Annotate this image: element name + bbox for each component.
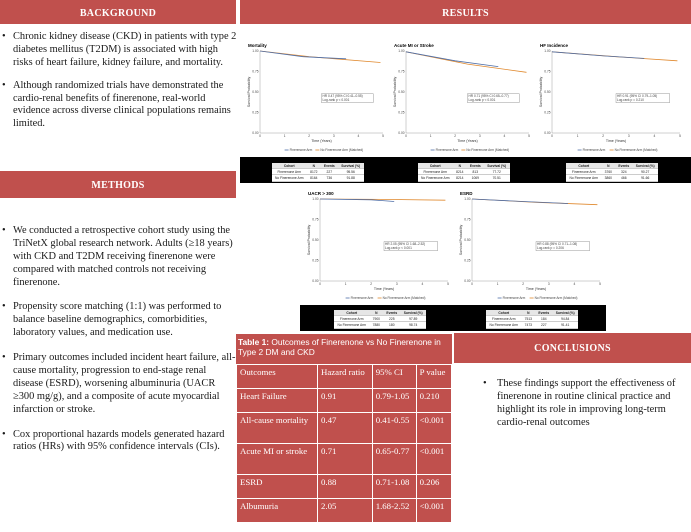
x-tick-label: 4 [653,134,656,138]
mini-header-cell: N [307,163,321,169]
km-chart [306,190,454,302]
mini-cell: 8214 [453,175,467,181]
legend-finerenone: Finerenone Arm [582,148,606,152]
x-tick-label: 4 [421,282,424,286]
results-banner: RESULTS [240,0,691,24]
mini-header-cell: N [370,310,384,316]
x-tick-label: 1 [576,134,579,138]
y-axis-label: Survival Probability [307,224,311,256]
mini-cell: 3860 [602,175,616,181]
x-tick-label: 1 [283,134,286,138]
mini-header-cell: Events [615,163,632,169]
table-cell: 0.71-1.08 [372,475,416,499]
km-chart-svg [246,42,389,154]
table-header-row [237,365,452,389]
legend-control: No Finerenone Arm (Matched) [614,148,658,152]
table-cell: 0.65-0.77 [372,444,416,475]
x-tick-label: 4 [573,282,576,286]
mini-cell: 225 [383,316,400,322]
x-axis-label: Time (Years) [605,139,627,143]
table-cell: 0.41-0.55 [372,413,416,444]
y-tick-label: 1.00 [398,49,405,53]
mini-header-cell: Cohort [486,310,522,316]
x-tick-label: 5 [528,134,530,138]
y-tick-label: 1.00 [464,197,471,201]
x-tick-label: 1 [496,282,499,286]
header-cell: Outcomes [237,365,318,389]
y-tick-label: 0.75 [252,69,259,74]
mini-header-cell: N [602,163,616,169]
mini-cell: 813 [467,169,484,175]
y-tick-label: 0.00 [398,131,405,135]
mini-cell: Finerenone Arm [566,169,602,175]
mini-header-cell: Cohort [418,163,454,169]
table-cell: 1.68-2.52 [372,499,416,523]
legend-finerenone: Finerenone Arm [350,296,374,300]
mini-cell: 8164 [307,175,321,181]
x-tick-label: 4 [503,134,506,138]
y-tick-label: 0.25 [398,110,405,115]
legend-control: No Finerenone Arm (Matched) [382,296,426,300]
chart-title: ESRD [460,191,473,196]
mini-cell: 91.66 [632,175,658,181]
x-axis-label: Time (Years) [525,287,547,291]
mini-header-cell: Events [535,310,552,316]
mini-cell: 7900 [370,316,384,322]
y-axis-label: Survival Probability [247,76,251,108]
mini-cell: 97.89 [400,316,426,322]
table-1-caption [236,334,452,364]
chart-title: HF Incidence [540,43,569,48]
x-tick-label: 1 [429,134,432,138]
background-bullet: • Chronic kidney disease (CKD) in patients with type 2 diabetes mellitus (T2DM) is associated with high risks of heart failure, kidney failure, and mortality. [2,31,238,70]
methods-bullet: • Cox proportional hazards models generated hazard ratios (HRs) with 95% confidence intervals (CIs). [2,429,238,455]
y-tick-label: 0.00 [312,279,319,283]
mini-cell: 7880 [370,322,384,328]
km-chart [458,190,606,302]
p-text: Log-rank p < 0.001 [468,98,496,103]
km-mini-table [418,163,510,182]
hr-text: HR 0.71 (95% CI 0.65–0.77) [468,94,509,99]
x-tick-label: 0 [405,134,407,138]
table-1 [236,334,452,523]
hr-text: HR 2.05 (95% CI 1.68–2.52) [385,242,426,247]
legend-finerenone: Finerenone Arm [435,148,459,152]
x-tick-label: 2 [308,134,311,138]
y-tick-label: 0.75 [464,217,471,222]
methods-list [2,225,238,466]
mini-cell: 91.88 [338,175,364,181]
mini-cell: 90.27 [632,169,658,175]
mini-cell: 91.41 [552,322,578,328]
x-tick-label: 5 [599,282,601,286]
y-tick-label: 0.25 [544,110,551,115]
y-tick-label: 0.00 [544,131,551,135]
mini-header-cell: Events [321,163,338,169]
header-cell: 95% CI [372,365,416,389]
km-mini-table [334,310,426,329]
mini-header-cell: Cohort [272,163,308,169]
y-tick-label: 0.75 [398,69,405,74]
x-tick-label: 1 [344,282,347,286]
y-axis-label: Survival Probability [539,76,543,108]
table-cell: All-cause mortality [237,413,318,444]
table-cell: 0.79-1.05 [372,389,416,413]
x-tick-label: 2 [602,134,605,138]
mini-header-cell: Events [383,310,400,316]
y-tick-label: 0.00 [252,131,259,135]
outcomes-table [236,364,452,523]
p-text: Log-rank p < 0.001 [322,98,350,103]
table-cell: <0.001 [416,499,451,523]
y-axis-label: Survival Probability [459,224,463,256]
mini-cell: 227 [535,322,552,328]
y-tick-label: 0.50 [252,90,259,94]
mini-cell: Finerenone Arm [272,169,308,175]
table-cell: 0.206 [416,475,451,499]
background-list [2,31,238,141]
header-cell: P value [416,365,451,389]
y-tick-label: 1.00 [544,49,551,53]
mini-header-cell: N [453,163,467,169]
hr-text: HR 0.88 (95% CI 0.71–1.08) [537,242,578,247]
mini-cell: No Finerenone Arm [566,175,602,181]
km-chart-svg [538,42,686,154]
table-cell: <0.001 [416,413,451,444]
x-tick-label: 0 [551,134,553,138]
mini-cell: 227 [321,169,338,175]
x-tick-label: 2 [522,282,525,286]
x-tick-label: 5 [679,134,681,138]
control-curve [260,51,381,63]
mini-cell: 184 [535,316,552,322]
x-axis-label: Time (Years) [373,287,395,291]
x-tick-label: 3 [395,282,398,286]
conclusions-bullet: • These findings support the effectiveness of finerenone in routine clinical practice and highlight its role in improving long-term cardio-renal outcomes [486,378,691,430]
methods-bullet: • Primary outcomes included incident heart failure, all-cause mortality, progression to end-stage renal disease (ESRD), worsening albuminuria (UACR ≥300 mg/g), and a composite of acute myocardial infarction or stroke. [2,352,238,416]
x-tick-label: 2 [454,134,457,138]
mini-cell: Finerenone Arm [418,169,454,175]
x-tick-label: 0 [319,282,321,286]
background-bullet: • Although randomized trials have demonstrated the cardio-renal benefits of finerenone, real-world evidence across diverse clinical populations remains limited. [2,80,238,132]
y-tick-label: 0.50 [312,238,319,242]
mini-cell: No Finerenone Arm [334,322,370,328]
y-tick-label: 0.25 [464,258,471,263]
mini-header-cell: Survival (%) [632,163,658,169]
table-1-caption-text: Outcomes of Finerenone vs No Finerenone in Type 2 DM and CKD [238,337,441,358]
finerenone-curve [472,199,568,204]
table-row [237,444,452,475]
table-cell: Acute MI or stroke [237,444,318,475]
mini-header-cell: Cohort [334,310,370,316]
finerenone-curve [406,52,498,67]
chart-title: UACR > 300 [308,191,334,196]
table-cell: 0.210 [416,389,451,413]
table-row [237,413,452,444]
mini-cell: 7513 [522,316,536,322]
mini-cell: 94.84 [552,316,578,322]
mini-cell: 77.72 [484,169,510,175]
mini-cell: 8172 [307,169,321,175]
y-axis-label: Survival Probability [393,76,397,108]
mini-header-cell: N [522,310,536,316]
legend-control: No Finerenone Arm (Matched) [534,296,578,300]
methods-bullet: • Propensity score matching (1:1) was performed to balance baseline demographics, comorbidities, laboratory values, and medication use. [2,301,238,340]
table-cell: <0.001 [416,444,451,475]
chart-title: Acute MI or Stroke [394,43,434,48]
x-tick-label: 0 [471,282,473,286]
x-axis-label: Time (Years) [311,139,332,143]
mini-cell: 95.56 [338,169,364,175]
mini-cell: 70.51 [484,175,510,181]
x-axis-label: Time (Years) [457,139,478,143]
x-tick-label: 5 [382,134,384,138]
table-cell: 0.71 [318,444,373,475]
km-mini-table [486,310,578,329]
mini-cell: 324 [615,169,632,175]
mini-cell: No Finerenone Arm [272,175,308,181]
km-chart [246,42,389,154]
table-cell: 0.91 [318,389,373,413]
legend-finerenone: Finerenone Arm [289,148,313,152]
mini-cell: 7473 [522,322,536,328]
table-cell: ESRD [237,475,318,499]
table-1-label: Table 1: [238,337,270,347]
km-chart-svg [306,190,454,302]
km-chart-svg [392,42,535,154]
header-cell: Hazard ratio [318,365,373,389]
km-mini-table [272,163,364,182]
mini-header-cell: Survival (%) [552,310,578,316]
x-tick-label: 2 [370,282,373,286]
km-chart [392,42,535,154]
x-tick-label: 3 [547,282,550,286]
table-row [237,389,452,413]
y-tick-label: 0.25 [252,110,259,115]
mini-header-cell: Survival (%) [484,163,510,169]
finerenone-curve [552,52,644,59]
y-tick-label: 0.75 [312,217,319,222]
mini-cell: 98.74 [400,322,426,328]
mini-cell: No Finerenone Arm [418,175,454,181]
mini-header-cell: Events [467,163,484,169]
hr-text: HR 0.91 (95% CI 0.79–1.05) [617,94,658,99]
mini-cell: 1069 [467,175,484,181]
legend-control: No Finerenone Arm (Matched) [320,148,364,152]
x-tick-label: 3 [627,134,630,138]
x-tick-label: 3 [478,134,481,138]
legend-control: No Finerenone Arm (Matched) [466,148,510,152]
mini-header-cell: Survival (%) [338,163,364,169]
mini-cell: 8214 [453,169,467,175]
y-tick-label: 0.50 [544,90,551,94]
mini-cell: 180 [383,322,400,328]
mini-cell: No Finerenone Arm [486,322,522,328]
mini-header-cell: Cohort [566,163,602,169]
y-tick-label: 1.00 [252,49,259,53]
p-text: Log-rank p = 0.206 [537,246,564,251]
p-text: Log-rank p = 0.210 [617,98,644,103]
table-cell: Albumuria [237,499,318,523]
x-tick-label: 0 [259,134,261,138]
km-chart [538,42,686,154]
y-tick-label: 1.00 [312,197,319,201]
mini-cell: 736 [321,175,338,181]
y-tick-label: 0.25 [312,258,319,263]
chart-title: Mortality [248,43,267,48]
table-row [237,499,452,523]
conclusions-list [486,378,691,440]
y-tick-label: 0.00 [464,279,471,283]
table-cell: 0.47 [318,413,373,444]
table-row [237,475,452,499]
methods-banner: METHODS [0,171,236,198]
y-tick-label: 0.75 [544,69,551,74]
conclusions-banner: CONCLUSIONS [454,333,691,363]
table-cell: 0.88 [318,475,373,499]
mini-cell: 466 [615,175,632,181]
background-banner: BACKGROUND [0,0,236,24]
hr-text: HR 0.47 (95% CI 0.41–0.55) [322,94,363,99]
km-mini-table [566,163,658,182]
mini-cell: Finerenone Arm [334,316,370,322]
p-text: Log-rank p < 0.001 [385,246,412,251]
mini-cell: Finerenone Arm [486,316,522,322]
mini-cell: 3760 [602,169,616,175]
x-tick-label: 3 [332,134,335,138]
legend-finerenone: Finerenone Arm [502,296,526,300]
y-tick-label: 0.50 [464,238,471,242]
x-tick-label: 4 [357,134,360,138]
methods-bullet: • We conducted a retrospective cohort study using the TriNetX global research network. Adults (≥18 years) with CKD and T2DM receiving finerenone were compared with matched controls not receiving finerenone. [2,225,238,289]
table-cell: Heart Failure [237,389,318,413]
km-chart-svg [458,190,606,302]
x-tick-label: 5 [447,282,449,286]
table-cell: 2.05 [318,499,373,523]
mini-header-cell: Survival (%) [400,310,426,316]
y-tick-label: 0.50 [398,90,405,94]
